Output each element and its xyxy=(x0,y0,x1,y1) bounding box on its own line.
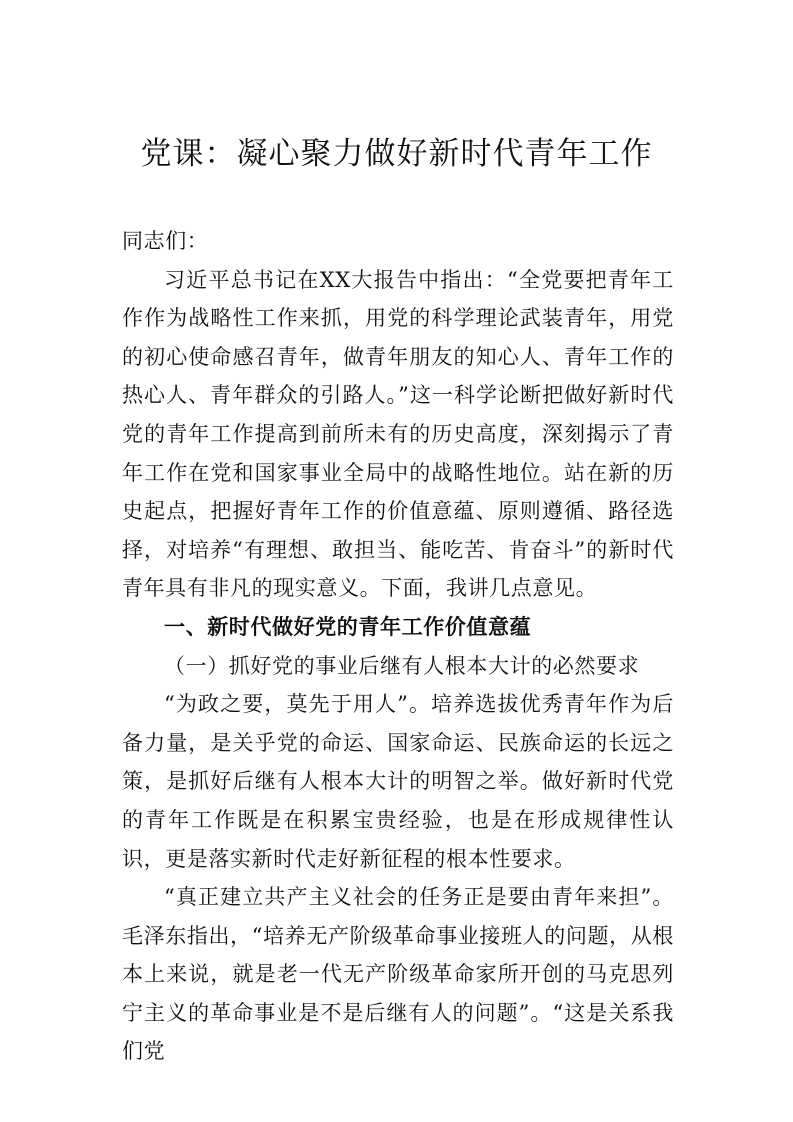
body-paragraph-2: “真正建立共产主义社会的任务正是要由青年来担”。毛泽东指出，“培养无产阶级革命事业接班人的问题，从根本上来说，就是老一代无产阶级革命家所开创的马克思列宁主义的革命事业是不是后继有人的问题”。“这是关系我们党 xyxy=(122,885,674,1064)
body-paragraph-1: “为政之要，莫先于用人”。培养选拔优秀青年作为后备力量，是关乎党的命运、国家命运、民族命运的长远之策，是抓好后继有人根本大计的明智之举。做好新时代党的青年工作既是在积累宝贵经验，也是在形成规律性认识，更是落实新时代走好新征程的根本性要求。 xyxy=(122,692,674,871)
subsection-heading: （一）抓好党的事业后继有人根本大计的必然要求 xyxy=(164,653,640,678)
document-title: 党课：凝心聚力做好新时代青年工作 xyxy=(140,136,653,172)
document-body xyxy=(122,222,674,1071)
section-heading: 一、新时代做好党的青年工作价值意蕴 xyxy=(164,614,532,639)
intro-paragraph: 习近平总书记在XX大报告中指出：“全党要把青年工作作为战略性工作来抓，用党的科学理论武装青年，用党的初心使命感召青年，做青年朋友的知心人、青年工作的热心人、青年群众的引路人。”这一科学论断把做好新时代党的青年工作提高到前所未有的历史高度，深刻揭示了青年工作在党和国家事业全局中的战略性地位。站在新的历史起点，把握好青年工作的价值意蕴、原则遵循、路径选择，对培养“有理想、敢担当、能吃苦、肯奋斗”的新时代青年具有非凡的现实意义。下面，我讲几点意见。 xyxy=(122,267,674,601)
salutation: 同志们： xyxy=(122,229,209,253)
